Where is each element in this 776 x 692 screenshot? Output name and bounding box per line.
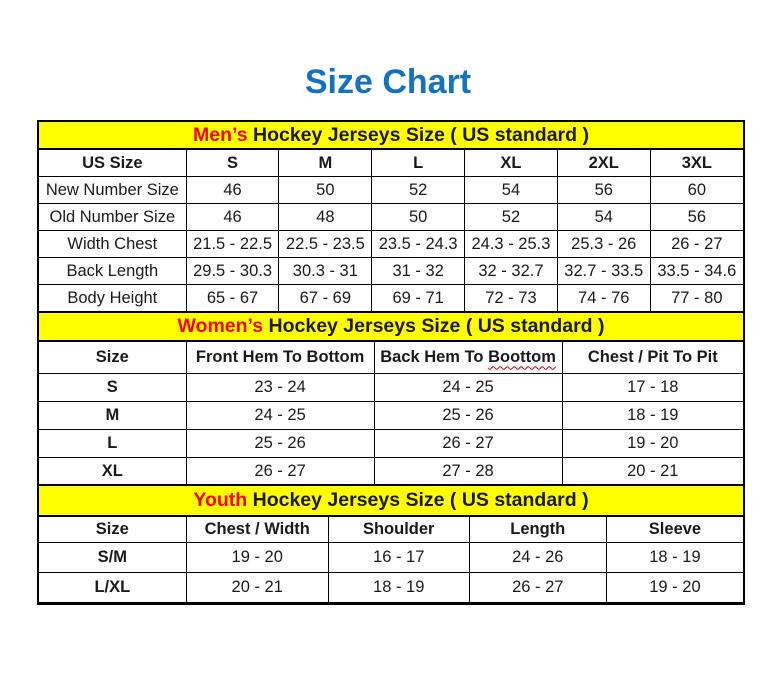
column-header: Size — [39, 516, 186, 543]
table-row — [39, 231, 743, 258]
size-value: 26 - 27 — [650, 231, 743, 258]
size-value: 54 — [465, 177, 558, 204]
size-value: 67 - 69 — [279, 285, 372, 312]
column-header: Chest / Width — [186, 516, 328, 543]
table-row — [39, 573, 743, 603]
table-row — [39, 401, 743, 429]
banner-highlight: Youth — [193, 489, 248, 512]
size-value: 32.7 - 33.5 — [557, 258, 650, 285]
size-value: 18 - 19 — [606, 543, 743, 573]
row-label: Back Length — [39, 258, 186, 285]
size-value: 25 - 26 — [186, 429, 374, 457]
size-value: 46 — [186, 177, 279, 204]
column-header — [374, 341, 562, 374]
size-value: 52 — [372, 177, 465, 204]
size-value: 60 — [650, 177, 743, 204]
size-value: 29.5 - 30.3 — [186, 258, 279, 285]
row-label: S/M — [39, 543, 186, 573]
page-title: Size Chart — [304, 63, 472, 101]
column-header: US Size — [39, 149, 186, 177]
size-value: 50 — [372, 204, 465, 231]
size-value: 21.5 - 22.5 — [186, 231, 279, 258]
column-header: 2XL — [557, 149, 650, 177]
section-banner — [39, 312, 743, 341]
banner-text: Hockey Jerseys Size ( US standard ) — [247, 123, 589, 146]
column-header: Sleeve — [606, 516, 743, 543]
mens-size-table — [39, 122, 743, 312]
size-value: 19 - 20 — [606, 573, 743, 603]
header-row — [39, 149, 743, 177]
size-value: 30.3 - 31 — [279, 258, 372, 285]
row-label: S — [39, 373, 186, 401]
column-header-text: Chest / Pit To Pit — [587, 347, 718, 366]
section-banner-row — [39, 122, 743, 149]
section-banner-row — [39, 312, 743, 341]
size-value: 25 - 26 — [374, 401, 562, 429]
size-value: 56 — [557, 177, 650, 204]
column-header: Shoulder — [328, 516, 469, 543]
size-value: 27 - 28 — [374, 457, 562, 485]
misspelled-word: Boottom — [488, 347, 556, 366]
row-label: L/XL — [39, 573, 186, 603]
size-value: 23.5 - 24.3 — [372, 231, 465, 258]
size-value: 24 - 25 — [374, 373, 562, 401]
size-chart-tables — [37, 120, 745, 605]
size-value: 23 - 24 — [186, 373, 374, 401]
column-header-text: Size — [95, 347, 129, 366]
size-value: 50 — [279, 177, 372, 204]
section-banner — [39, 485, 743, 516]
youth-size-table — [39, 484, 743, 603]
table-row — [39, 204, 743, 231]
banner-highlight: Men’s — [193, 123, 248, 146]
row-label: XL — [39, 457, 186, 485]
row-label: L — [39, 429, 186, 457]
column-header — [186, 341, 374, 374]
size-value: 46 — [186, 204, 279, 231]
table-row — [39, 457, 743, 485]
size-value: 24 - 26 — [469, 543, 606, 573]
size-value: 32 - 32.7 — [465, 258, 558, 285]
size-value: 48 — [279, 204, 372, 231]
row-label: Body Height — [39, 285, 186, 312]
size-value: 20 - 21 — [186, 573, 328, 603]
size-value: 24 - 25 — [186, 401, 374, 429]
table-row — [39, 429, 743, 457]
size-value: 25.3 - 26 — [557, 231, 650, 258]
size-value: 19 - 20 — [562, 429, 743, 457]
header-row — [39, 516, 743, 543]
table-row — [39, 285, 743, 312]
column-header-text: Front Hem To Bottom — [195, 347, 365, 366]
header-row — [39, 341, 743, 374]
row-label: Width Chest — [39, 231, 186, 258]
size-value: 52 — [465, 204, 558, 231]
size-value: 31 - 32 — [372, 258, 465, 285]
size-value: 26 - 27 — [186, 457, 374, 485]
size-value: 22.5 - 23.5 — [279, 231, 372, 258]
size-value: 16 - 17 — [328, 543, 469, 573]
table-row — [39, 258, 743, 285]
column-header — [562, 341, 743, 374]
table-row — [39, 543, 743, 573]
size-value: 72 - 73 — [465, 285, 558, 312]
womens-size-table — [39, 311, 743, 486]
size-value: 77 - 80 — [650, 285, 743, 312]
column-header — [39, 341, 186, 374]
column-header: M — [279, 149, 372, 177]
column-header: L — [372, 149, 465, 177]
row-label: New Number Size — [39, 177, 186, 204]
column-header: S — [186, 149, 279, 177]
size-value: 26 - 27 — [469, 573, 606, 603]
size-value: 18 - 19 — [328, 573, 469, 603]
section-banner-row — [39, 485, 743, 516]
size-value: 33.5 - 34.6 — [650, 258, 743, 285]
banner-text: Hockey Jerseys Size ( US standard ) — [247, 489, 589, 512]
size-value: 18 - 19 — [562, 401, 743, 429]
size-value: 65 - 67 — [186, 285, 279, 312]
row-label: M — [39, 401, 186, 429]
size-value: 26 - 27 — [374, 429, 562, 457]
size-value: 56 — [650, 204, 743, 231]
table-row — [39, 177, 743, 204]
size-value: 74 - 76 — [557, 285, 650, 312]
column-header: 3XL — [650, 149, 743, 177]
column-header: Length — [469, 516, 606, 543]
banner-text: Hockey Jerseys Size ( US standard ) — [263, 314, 605, 337]
size-value: 24.3 - 25.3 — [465, 231, 558, 258]
table-row — [39, 373, 743, 401]
size-value: 20 - 21 — [562, 457, 743, 485]
size-value: 69 - 71 — [372, 285, 465, 312]
row-label: Old Number Size — [39, 204, 186, 231]
section-banner — [39, 122, 743, 149]
column-header: XL — [465, 149, 558, 177]
banner-highlight: Women’s — [177, 314, 264, 337]
size-value: 19 - 20 — [186, 543, 328, 573]
size-value: 17 - 18 — [562, 373, 743, 401]
size-value: 54 — [557, 204, 650, 231]
column-header-text: Back Hem To — [380, 347, 484, 366]
